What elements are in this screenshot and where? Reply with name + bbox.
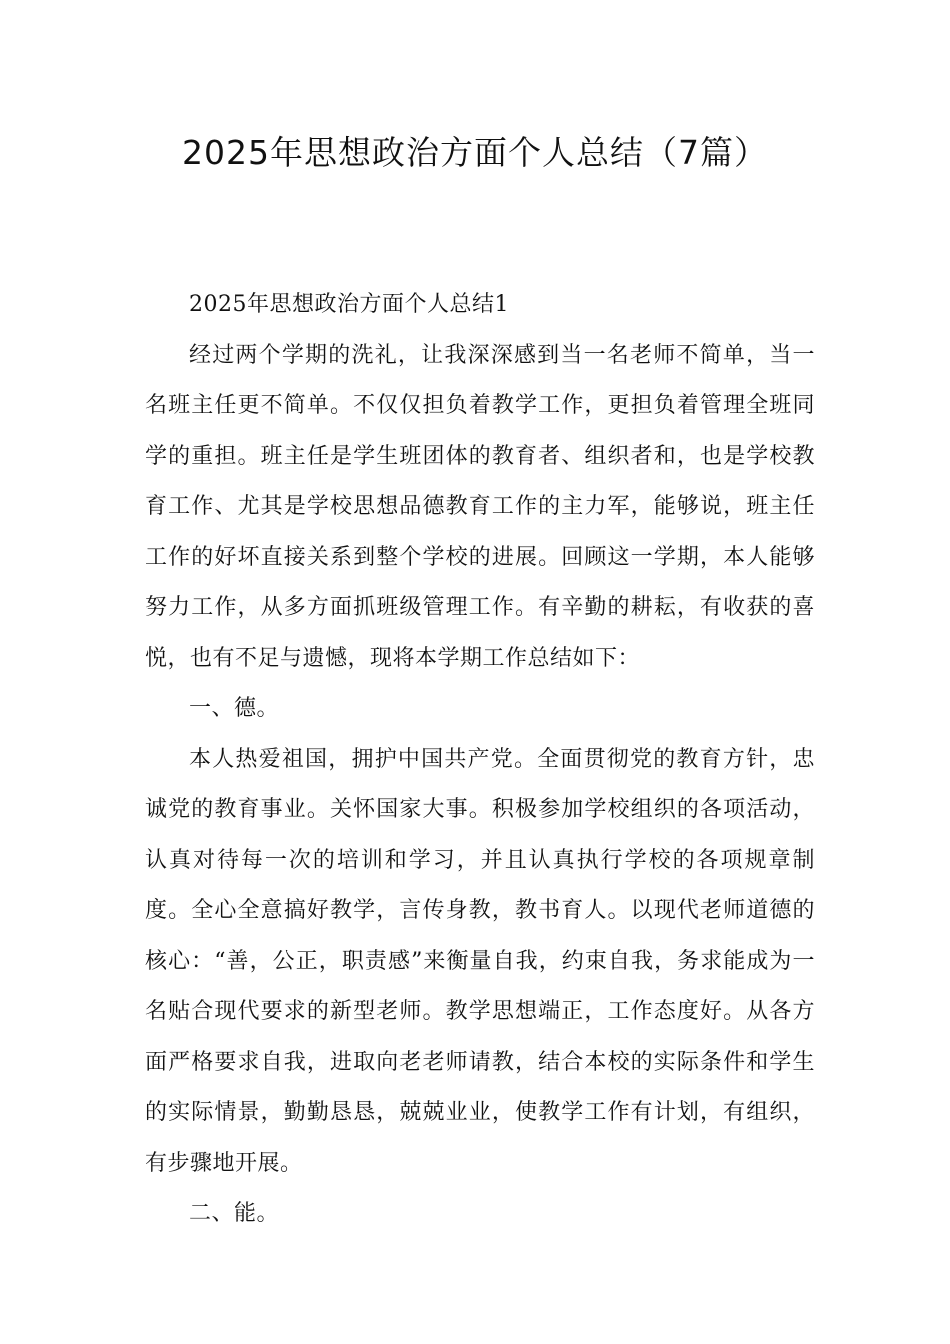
paragraph-virtue: 本人热爱祖国，拥护中国共产党。全面贯彻党的教育方针，忠诚党的教育事业。关怀国家大事。积极参加学校组织的各项活动，认真对待每一次的培训和学习，并且认真执行学校的各项规章制度。全心全意搞好教学，言传身教，教书育人。以现代老师道德的核心：“善，公正，职责感”来衡量自我，约束自我，务求能成为一名贴合现代要求的新型老师。教学思想端正，工作态度好。从各方面严格要求自我，进取向老老师请教，结合本校的实际条件和学生的实际情景，勤勤恳恳，兢兢业业，使教学工作有计划，有组织，有步骤地开展。 [145, 746, 815, 1176]
article-subheading: 2025年思想政治方面个人总结1 [189, 292, 509, 317]
paragraph-intro: 经过两个学期的洗礼，让我深深感到当一名老师不简单，当一名班主任更不简单。不仅仅担负着教学工作，更担负着管理全班同学的重担。班主任是学生班团体的教育者、组织者和，也是学校教育工作、尤其是学校思想品德教育工作的主力军，能够说，班主任工作的好坏直接关系到整个学校的进展。回顾这一学期，本人能够努力工作，从多方面抓班级管理工作。有辛勤的耕耘，有收获的喜悦，也有不足与遗憾，现将本学期工作总结如下： [145, 342, 815, 671]
section-heading-ability: 二、能。 [189, 1201, 280, 1226]
document-title: 2025年思想政治方面个人总结（7篇） [182, 133, 768, 172]
document-body [145, 280, 815, 1240]
section-heading-virtue: 一、德。 [189, 696, 280, 721]
